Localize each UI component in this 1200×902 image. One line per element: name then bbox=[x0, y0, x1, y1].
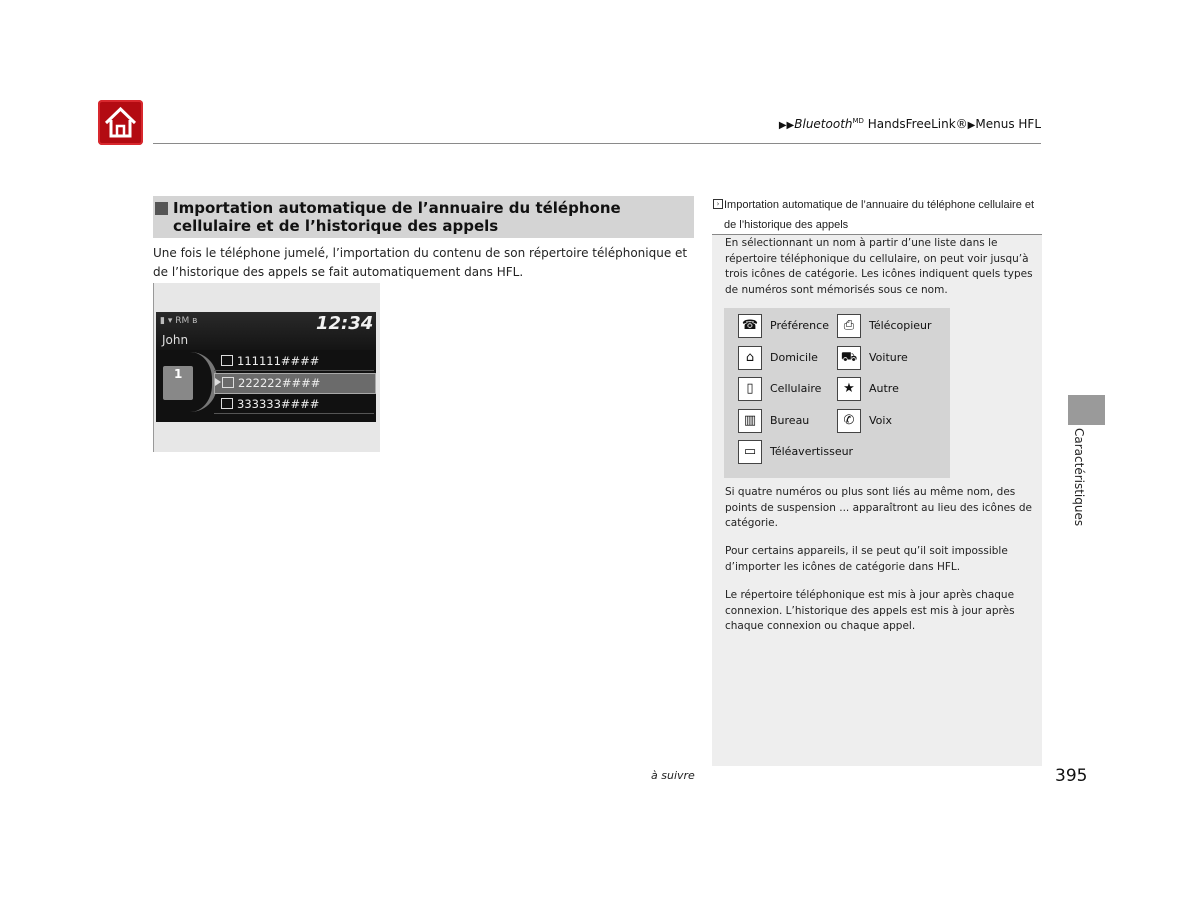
breadcrumb-sup: MD bbox=[852, 117, 864, 125]
voice-icon: ✆ bbox=[837, 409, 861, 433]
section-title: Importation automatique de l’annuaire du téléphone cellulaire et de l’historique des appels bbox=[173, 199, 621, 235]
header-rule bbox=[153, 143, 1041, 144]
continue-label: à suivre bbox=[651, 769, 695, 782]
display-list-item bbox=[214, 395, 374, 414]
category-label: Bureau bbox=[770, 413, 810, 427]
category-label: Autre bbox=[869, 382, 899, 395]
breadcrumb-bluetooth[interactable]: Bluetooth bbox=[794, 117, 853, 131]
display-number: 222222#### bbox=[238, 376, 321, 390]
display-contact-name: John bbox=[162, 333, 189, 347]
display-list-item bbox=[214, 352, 374, 371]
category-label: Téléavertisseur bbox=[770, 445, 854, 458]
note-paragraph: Pour certains appareils, il se peut qu’il soit impossible d’importer les icônes de catégorie dans HFL. bbox=[725, 545, 1008, 573]
battery-icon: ▮ bbox=[160, 316, 165, 326]
home-button[interactable] bbox=[98, 100, 143, 145]
cellphone-icon: ▯ bbox=[738, 377, 762, 401]
fax-icon: ⎙ bbox=[837, 314, 861, 338]
phone-icon: ☎ bbox=[738, 314, 762, 338]
pager-icon: ▭ bbox=[738, 440, 762, 464]
note-title: Importation automatique de l’annuaire du téléphone cellulaire et de l’historique des appels bbox=[724, 199, 1035, 231]
breadcrumb-menus[interactable]: Menus HFL bbox=[975, 117, 1041, 131]
intro-paragraph: Une fois le téléphone jumelé, l’importation du contenu de son répertoire téléphonique et de l’historique des appels se fait automatiquement dans HFL. bbox=[153, 246, 688, 279]
category-label: Télécopieur bbox=[869, 319, 932, 332]
office-category-icon bbox=[222, 377, 234, 388]
office-icon: ▥ bbox=[738, 409, 762, 433]
phonebook-number: 1 bbox=[174, 367, 183, 381]
page-number: 395 bbox=[1055, 766, 1088, 786]
signal-icon: ▾ bbox=[167, 316, 173, 326]
category-label: Voix bbox=[869, 413, 892, 427]
note-paragraph: Le répertoire téléphonique est mis à jour après chaque connexion. L’historique des appels est mis à jour après chaque connexion ou chaque appel. bbox=[725, 589, 1015, 632]
display-number: 333333#### bbox=[237, 397, 320, 411]
chapter-label bbox=[1066, 428, 1086, 538]
phone-category-icon bbox=[221, 355, 233, 366]
star-category-icon bbox=[221, 398, 233, 409]
star-icon: ★ bbox=[837, 377, 861, 401]
display-number: 111111#### bbox=[237, 354, 320, 368]
category-label: Préférence bbox=[770, 319, 829, 332]
display-clock: 12:34 bbox=[316, 313, 374, 334]
roaming-label: RM bbox=[175, 316, 190, 326]
category-label: Voiture bbox=[869, 350, 908, 364]
display-list-item-selected bbox=[214, 373, 376, 394]
note-paragraph: En sélectionnant un nom à partir d’une liste dans le répertoire téléphonique du cellulaire, on peut voir jusqu’à trois icônes de catégorie. Les icônes indiquent quels types de numéros sont mémorisés sous ce nom. bbox=[725, 237, 1033, 296]
selection-pointer-icon bbox=[215, 378, 221, 386]
car-icon: ⛟ bbox=[837, 346, 861, 370]
bluetooth-icon: ʙ bbox=[192, 316, 198, 326]
house-icon: ⌂ bbox=[738, 346, 762, 370]
breadcrumb-arrow-icon: ▶ bbox=[967, 120, 976, 131]
breadcrumb-hfl[interactable]: HandsFreeLink® bbox=[863, 117, 968, 131]
display-status-icons bbox=[160, 316, 197, 326]
category-label: Cellulaire bbox=[770, 382, 822, 395]
section-square-icon bbox=[155, 202, 168, 215]
home-icon bbox=[98, 100, 143, 145]
breadcrumb-arrow-icon: ▶▶ bbox=[778, 120, 795, 131]
chapter-tab[interactable] bbox=[1068, 395, 1105, 425]
note-icon: › bbox=[713, 199, 723, 209]
note-paragraph: Si quatre numéros ou plus sont liés au même nom, des points de suspension ... apparaîtront au lieu des icônes de catégorie. bbox=[725, 486, 1032, 529]
category-label: Domicile bbox=[770, 350, 818, 364]
chapter-label-text: Caractéristiques bbox=[1072, 428, 1086, 527]
breadcrumb bbox=[779, 117, 1041, 131]
